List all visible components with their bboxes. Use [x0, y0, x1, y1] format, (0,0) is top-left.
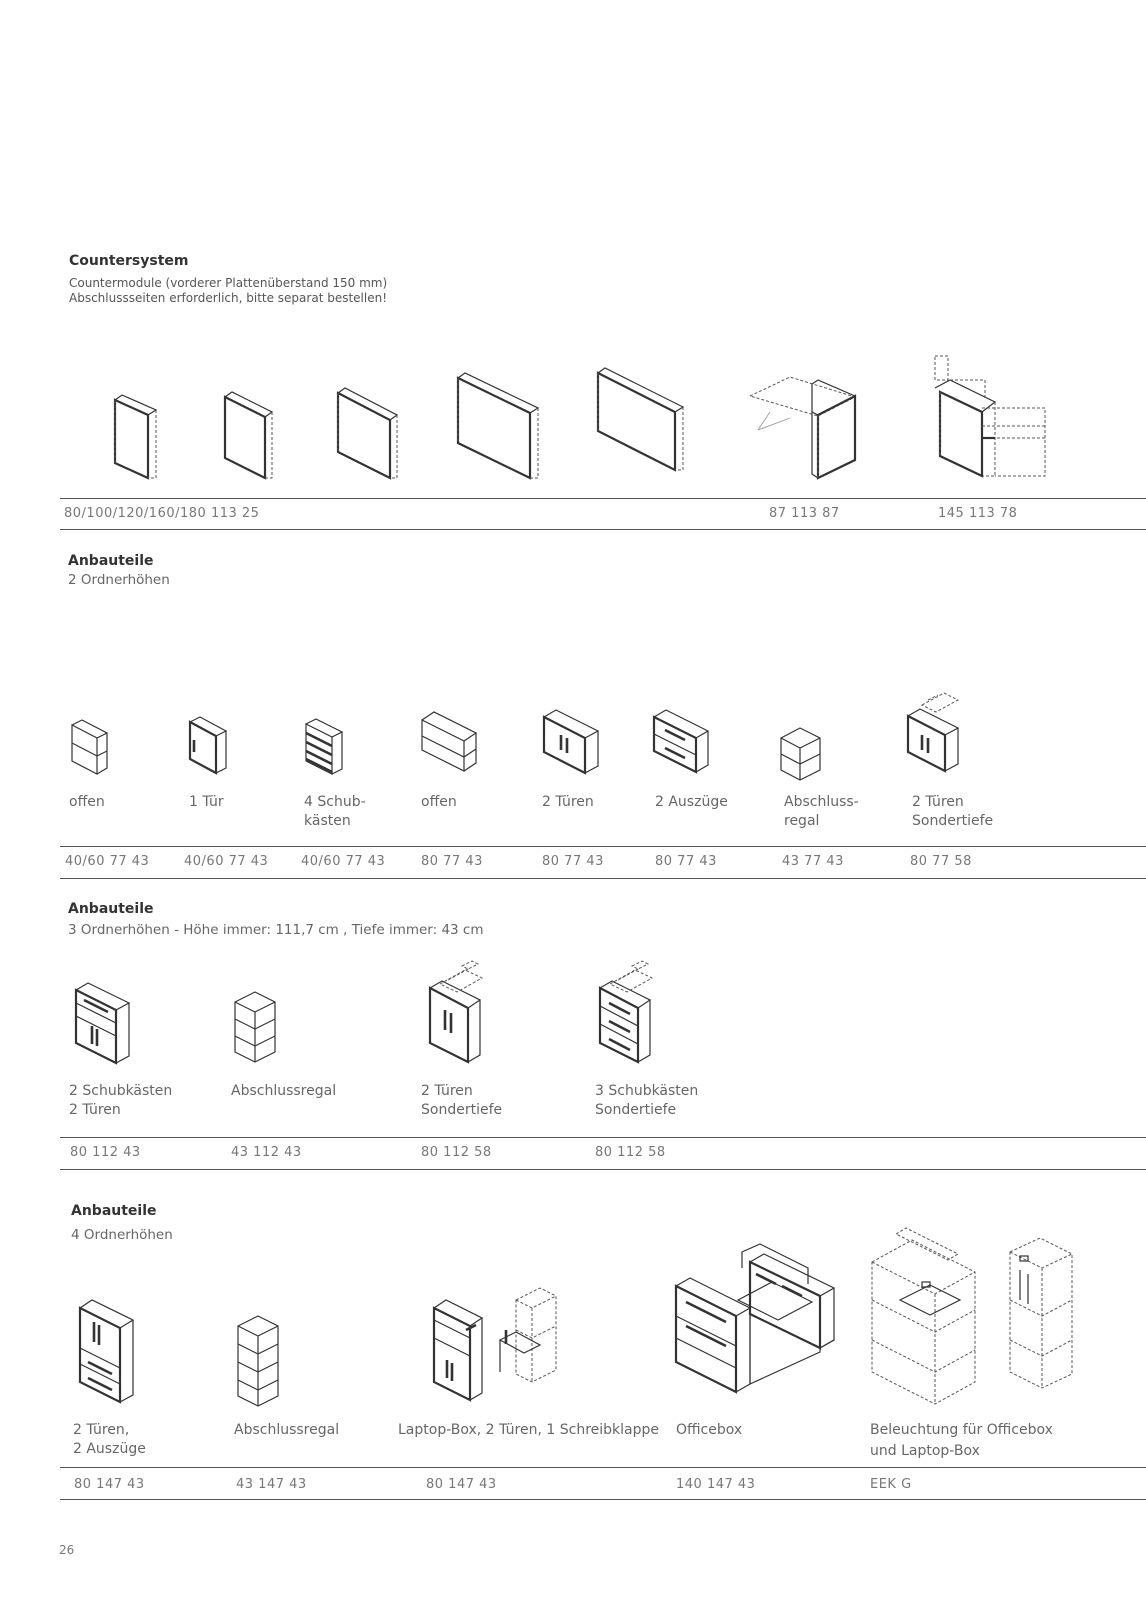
- section2-item-label2: Sondertiefe: [912, 813, 994, 829]
- section2-item-dim: 40/60 77 43: [65, 854, 150, 869]
- section4-item-dim: 80 147 43: [426, 1477, 497, 1492]
- section4-item-label: Abschlussregal: [234, 1422, 340, 1438]
- section2-subtitle: 2 Ordnerhöhen: [68, 572, 170, 588]
- section3-title: Anbauteile: [68, 901, 154, 917]
- rule: [60, 1499, 1146, 1500]
- section2-item-label: offen: [69, 794, 105, 810]
- section2-item-label: 1 Tür: [189, 794, 224, 810]
- section3-subtitle: 3 Ordnerhöhen - Höhe immer: 111,7 cm , Tiefe immer: 43 cm: [68, 922, 484, 938]
- section3-item-dim: 80 112 43: [70, 1145, 141, 1160]
- lighting-icon: [872, 1228, 1072, 1404]
- section4-item-dim: EEK G: [870, 1477, 912, 1492]
- section3-item-label2: Sondertiefe: [421, 1102, 503, 1118]
- section2-title: Anbauteile: [68, 553, 154, 569]
- section4-item-label: 2 Türen,: [73, 1422, 130, 1438]
- section3-item-label: 2 Schubkästen: [69, 1083, 173, 1099]
- section2-item-label: 2 Türen: [912, 794, 964, 810]
- end-shelf-4-icon: [238, 1316, 278, 1406]
- officebox-icon: [676, 1244, 834, 1392]
- section3-item-label2: 2 Türen: [69, 1102, 121, 1118]
- section3-item-dim: 80 112 58: [421, 1145, 492, 1160]
- section2-item-dim: 80 77 58: [910, 854, 972, 869]
- section3-item-label2: Sondertiefe: [595, 1102, 677, 1118]
- section4-subtitle: 4 Ordnerhöhen: [71, 1227, 173, 1243]
- section2-item-dim: 80 77 43: [655, 854, 717, 869]
- section2-item-dim: 43 77 43: [782, 854, 844, 869]
- section4-item-label: Officebox: [676, 1422, 743, 1438]
- section3-item-dim: 43 112 43: [231, 1145, 302, 1160]
- section4-item-label: Beleuchtung für Officebox: [870, 1422, 1053, 1438]
- section4-item-dim: 80 147 43: [74, 1477, 145, 1492]
- section4-item-label: Laptop-Box, 2 Türen, 1 Schreibklappe: [398, 1422, 659, 1438]
- section2-item-dim: 40/60 77 43: [184, 854, 269, 869]
- section2-item-label2: kästen: [304, 813, 351, 829]
- section2-item-label: 4 Schub-: [304, 794, 366, 810]
- section2-item-label: 2 Auszüge: [655, 794, 728, 810]
- section4-item-label2: und Laptop-Box: [870, 1443, 980, 1459]
- section4-item-label2: 2 Auszüge: [73, 1441, 146, 1457]
- countersystem-desc-2: Abschlussseiten erforderlich, bitte separat bestellen!: [69, 291, 388, 305]
- section2-item-dim: 40/60 77 43: [301, 854, 386, 869]
- section4-title: Anbauteile: [71, 1203, 157, 1219]
- section3-item-label: 2 Türen: [421, 1083, 473, 1099]
- section2-item-dim: 80 77 43: [542, 854, 604, 869]
- countersystem-dim-end: 145 113 78: [938, 506, 1018, 521]
- countersystem-dim-modules: 80/100/120/160/180 113 25: [64, 506, 260, 521]
- countersystem-desc-1: Countermodule (vorderer Plattenüberstand 150 mm): [69, 276, 388, 290]
- section4-item-dim: 43 147 43: [236, 1477, 307, 1492]
- section4-item-dim: 140 147 43: [676, 1477, 756, 1492]
- section2-item-label: offen: [421, 794, 457, 810]
- rule: [60, 1467, 1146, 1468]
- section2-item-label2: regal: [784, 813, 820, 829]
- section2-item-label: Abschluss-: [784, 794, 859, 810]
- section3-item-label: 3 Schubkästen: [595, 1083, 699, 1099]
- countersystem-title: Countersystem: [69, 253, 189, 269]
- two-doors-two-pullouts-icon: [80, 1300, 133, 1402]
- section2-item-label: 2 Türen: [542, 794, 594, 810]
- countersystem-dim-corner: 87 113 87: [769, 506, 840, 521]
- section3-item-label: Abschlussregal: [231, 1083, 337, 1099]
- laptop-box-icon: [434, 1288, 556, 1400]
- page-number: 26: [59, 1543, 75, 1557]
- section2-item-dim: 80 77 43: [421, 854, 483, 869]
- section3-item-dim: 80 112 58: [595, 1145, 666, 1160]
